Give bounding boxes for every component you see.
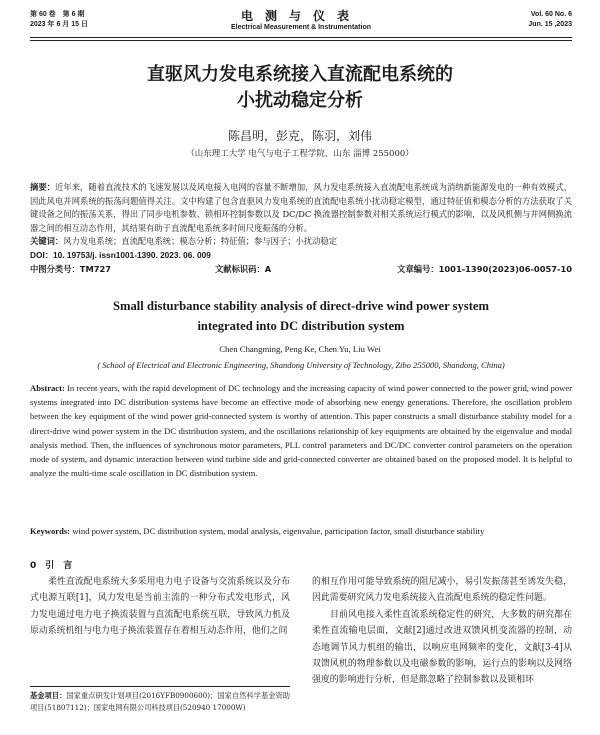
intro-paragraph-right-1: 的相互作用可能导致系统的阻尼减小，易引发振荡甚至诱发失稳，因此需要研究风力发电系统接入直流配电系统的稳定性问题。 <box>312 577 572 604</box>
keywords-cn-label: 关键词： <box>30 236 64 246</box>
title-cn <box>0 62 600 114</box>
abstract-en <box>30 381 572 480</box>
intro-paragraph-right-2: 目前风电接入柔性直流系统稳定性的研究，大多数的研究都在柔性直流输电层面，文献[2]通过改进双馈风机变流器的控制，动态地调节风力机组的输出，以响应电网频率的变化，文献[3-4]从双馈风机的物理参数以及电磁参数的影响，运行点的影响以及网络强度的影响进行分析，但是都忽略了控制参数以及锁相环 <box>312 609 572 686</box>
running-header <box>30 8 572 38</box>
body-column-right <box>312 574 572 689</box>
abstract-en-text: In recent years, with the rapid development of DC technology and the increasing capacity of wind power connected to the power grid, wind power systems integrated into DC distribution systems have become an effective mode of absorbing new energy generations. Therefore, the oscillation problem between the key equipment of the wind power grid-connected system is worthy of attention. This paper constructs a small disturbance stability model for a direct-drive wind power system in the DC distribution system, and the oscillations relationship of key equipments are obtained by the eigenvalue and modal analysis method. Then, the influences of synchronous motor parameters, PLL control parameters and DC/DC converter control parameters on the operation mode of system, and dynamic interaction between wind turbine side and grid-connected converter are obtained based on the proposed model. It is helpful to analyze the multi-time scale oscillation in DC distribution system. <box>30 383 572 479</box>
abstract-cn <box>30 181 572 235</box>
volume-cn: 第 60 卷 第 6 期 <box>30 11 85 18</box>
journal-name-en: Electrical Measurement & Instrumentation <box>230 24 372 31</box>
funding-text: 国家重点研发计划项目(2016YFB0900600)；国家自然科学基金资助项目(51807112)；国家电网有限公司科技项目(520940 17000W) <box>30 691 290 712</box>
doi[interactable]: DOI：10. 19753/j. issn1001-1390. 2023. 06. 009 <box>30 250 211 260</box>
funding-footnote <box>30 686 290 713</box>
article-number: 文章编号：1001-1390(2023)06-0057-10 <box>397 264 572 274</box>
keywords-cn-text: 风力发电系统；直流配电系统；模态分析；特征值；参与因子；小扰动稳定 <box>63 236 338 246</box>
abstract-en-label: Abstract: <box>30 383 65 393</box>
classification-row <box>30 263 572 277</box>
abstract-cn-text: 近年来，随着直流技术的飞速发展以及风电接入电网的容量不断增加，风力发电系统接入直流配电系统成为消纳新能源发电的一种有效模式，因此风电并网系统的振荡问题值得关注。文中构建了包含直驱风力发电系统的直流配电系统小扰动稳定模型，通过特征值和模态分析的方法获取了关键设备之间的振荡关系，得出了同步电机参数、锁相环控制参数以及 DC/DC 换流器控制参数对相关系统运行模式的影响，以及风机侧与并网侧换流器之间的相互动态作用，其结果有助于直流配电系统多时间尺度振荡的分析。 <box>30 182 572 233</box>
keywords-en-label: Keywords: <box>30 526 71 536</box>
title-en-line1: Small disturbance stability analysis of direct-drive wind power system <box>113 299 489 313</box>
title-en-line2: integrated into DC distribution system <box>197 319 405 333</box>
date-en: Jun. 15 ,2023 <box>528 21 572 28</box>
title-en <box>30 296 572 336</box>
funding-label: 基金项目： <box>30 691 67 700</box>
affiliation-en: ( School of Electrical and Electronic Engineering, Shandong University of Technology, Zibo 255000, Shandong, China) <box>97 360 505 370</box>
authors-cn: 陈昌明，彭克，陈羽，刘伟 <box>227 129 372 143</box>
authors-en: Chen Changming, Peng Ke, Chen Yu, Liu Wei <box>219 344 381 354</box>
date-cn: 2023 年 6 月 15 日 <box>30 21 88 28</box>
journal-name-cn: 电测与仪表 <box>240 9 361 23</box>
keywords-cn <box>30 235 572 249</box>
body-column-left <box>30 558 290 640</box>
title-cn-line1: 直驱风力发电系统接入直流配电系统的 <box>147 64 453 85</box>
class-number: 中图分类号：TM727 <box>30 264 112 274</box>
header-center <box>30 9 572 33</box>
volume-en: Vol. 60 No. 6 <box>530 11 572 18</box>
header-rule <box>30 40 572 41</box>
keywords-en <box>30 524 572 538</box>
abstract-cn-label: 摘要： <box>30 182 56 192</box>
doc-code: 文献标识码：A <box>215 264 272 274</box>
section-heading-intro: 0 引 言 <box>30 561 73 571</box>
title-cn-line2: 小扰动稳定分析 <box>237 90 363 111</box>
intro-paragraph-left: 柔性直流配电系统大多采用电力电子设备与交流系统以及分布式电源互联[1]，风力发电是当前主流的一种分布式发电形式，风力发电通过电力电子换流装置与直流配电系统互联，导致风力机及原动系统机组与电力电子换流装置存在着相互动态作用，他们之间 <box>30 577 290 637</box>
header-right <box>528 10 572 30</box>
keywords-en-text: wind power system, DC distribution system, modal analysis, eigenvalue, participation factor, small disturbance stability <box>72 526 485 536</box>
affiliation-cn: （山东理工大学 电气与电子工程学院，山东 淄博 255000） <box>186 149 414 159</box>
